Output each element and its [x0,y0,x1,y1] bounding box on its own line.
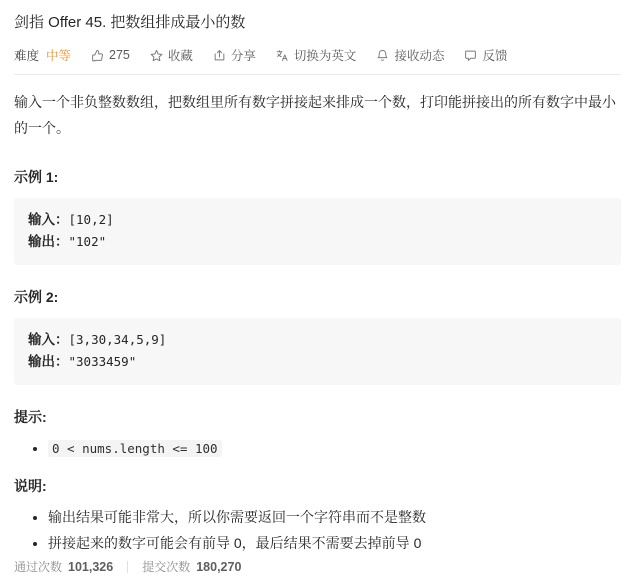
example-2-output-line [28,351,607,373]
star-icon [150,49,163,62]
example-1-code [14,198,621,265]
difficulty-indicator [14,46,71,64]
share-label: 分享 [230,49,256,63]
like-count: 275 [109,48,130,62]
example-1-input-line [28,209,607,231]
hints-title: 提示: [14,409,47,425]
share-icon [213,49,226,62]
divider [14,74,621,75]
example-1-output-value: "102" [68,234,107,249]
list-item: • 拼接起来的数字可能会有前导 0，最后结果不需要去掉前导 0 [48,530,621,556]
translate-label: 切换为英文 [293,49,357,63]
example-2-input-value: [3,30,34,5,9] [68,332,167,347]
page-title: 剑指 Offer 45. 把数组排成最小的数 [14,14,246,31]
subscribe-label: 接收动态 [394,49,445,63]
example-1-title: 示例 1: [14,169,59,185]
stats-footer [14,558,621,575]
bell-icon [376,49,389,62]
example-2-code [14,318,621,385]
meta-bar [14,44,621,74]
example-2-input-label: 输入： [28,332,69,347]
feedback-button[interactable] [464,46,507,64]
stats-separator [127,561,128,573]
like-button[interactable] [91,48,130,62]
example-2-output-value: "3033459" [68,354,137,369]
difficulty-value: 中等 [46,49,72,63]
comment-icon [464,49,477,62]
accepted-stat [14,558,113,575]
submissions-stat [142,558,241,575]
thumbs-up-icon [91,49,104,62]
example-1-input-label: 输入： [28,212,69,227]
example-2-title: 示例 2: [14,289,59,305]
notes-title: 说明: [14,478,47,494]
example-1-input-value: [10,2] [68,212,114,227]
hints-list [14,435,621,462]
translate-icon [276,49,289,62]
example-1-output-line [28,231,607,253]
submissions-label: 提交次数 [142,560,191,574]
translate-button[interactable] [276,46,357,64]
hint-constraint: 0 < nums.length <= 100 [48,440,222,457]
example-2-output-label: 输出： [28,354,69,369]
feedback-label: 反馈 [482,49,508,63]
favorite-label: 收藏 [167,49,193,63]
difficulty-label: 难度 [14,49,40,63]
notes-list [14,504,621,556]
share-button[interactable] [213,46,256,64]
accepted-value: 101,326 [68,560,114,574]
example-2-input-line [28,329,607,351]
list-item: • 输出结果可能非常大，所以你需要返回一个字符串而不是整数 [48,504,621,530]
submissions-value: 180,270 [196,560,242,574]
favorite-button[interactable] [150,46,193,64]
example-1-output-label: 输出： [28,234,69,249]
problem-description: 输入一个非负整数数组，把数组里所有数字拼接起来排成一个数，打印能拼接出的所有数字中最小的一个。 [14,94,616,136]
accepted-label: 通过次数 [14,560,63,574]
list-item [48,435,621,462]
subscribe-button[interactable] [376,46,444,64]
